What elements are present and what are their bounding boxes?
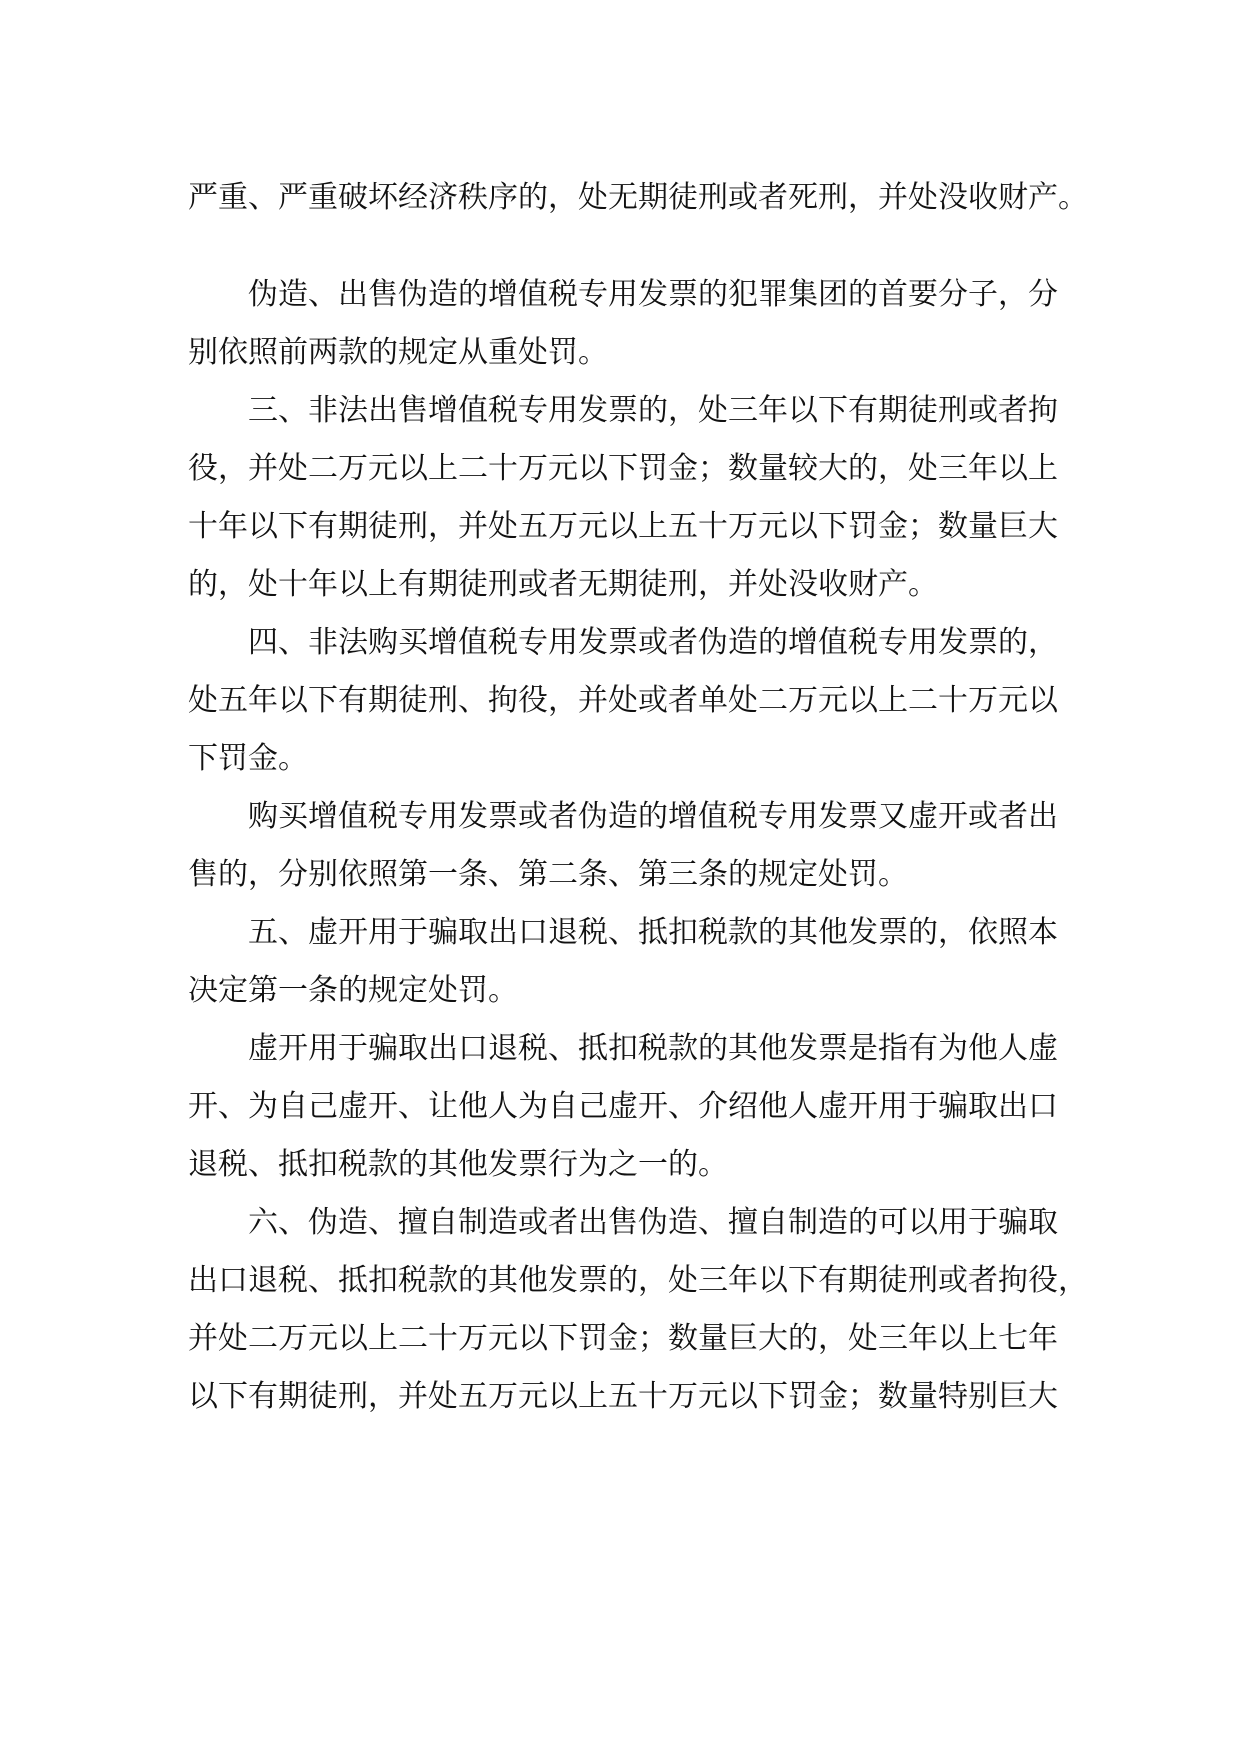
text-line-1: 严重、严重破坏经济秩序的，处无期徒刑或者死刑，并处没收财产。 <box>188 180 1088 215</box>
text-line-17: 退税、抵扣税款的其他发票行为之一的。 <box>188 1147 728 1182</box>
text-line-11: 购买增值税专用发票或者伪造的增值税专用发票又虚开或者出 <box>248 799 1058 834</box>
text-line-5: 役，并处二万元以上二十万元以下罚金；数量较大的，处三年以上 <box>188 451 1058 486</box>
text-line-8: 四、非法购买增值税专用发票或者伪造的增值税专用发票的， <box>248 625 1058 660</box>
text-line-10: 下罚金。 <box>188 741 308 776</box>
text-line-3: 别依照前两款的规定从重处罚。 <box>188 335 608 370</box>
text-line-6: 十年以下有期徒刑，并处五万元以上五十万元以下罚金；数量巨大 <box>188 509 1058 544</box>
text-line-18: 六、伪造、擅自制造或者出售伪造、擅自制造的可以用于骗取 <box>248 1205 1058 1240</box>
text-line-2: 伪造、出售伪造的增值税专用发票的犯罪集团的首要分子，分 <box>248 277 1058 312</box>
text-line-20: 并处二万元以上二十万元以下罚金；数量巨大的，处三年以上七年 <box>188 1321 1058 1356</box>
text-line-13: 五、虚开用于骗取出口退税、抵扣税款的其他发票的，依照本 <box>248 915 1058 950</box>
text-line-4: 三、非法出售增值税专用发票的，处三年以下有期徒刑或者拘 <box>248 393 1058 428</box>
text-line-15: 虚开用于骗取出口退税、抵扣税款的其他发票是指有为他人虚 <box>248 1031 1058 1066</box>
text-line-19: 出口退税、抵扣税款的其他发票的，处三年以下有期徒刑或者拘役， <box>188 1263 1088 1298</box>
text-line-16: 开、为自己虚开、让他人为自己虚开、介绍他人虚开用于骗取出口 <box>188 1089 1058 1124</box>
text-line-14: 决定第一条的规定处罚。 <box>188 973 518 1008</box>
text-line-7: 的，处十年以上有期徒刑或者无期徒刑，并处没收财产。 <box>188 567 938 602</box>
text-line-12: 售的，分别依照第一条、第二条、第三条的规定处罚。 <box>188 857 908 892</box>
text-line-21: 以下有期徒刑，并处五万元以上五十万元以下罚金；数量特别巨大 <box>188 1379 1058 1414</box>
text-line-9: 处五年以下有期徒刑、拘役，并处或者单处二万元以上二十万元以 <box>188 683 1058 718</box>
